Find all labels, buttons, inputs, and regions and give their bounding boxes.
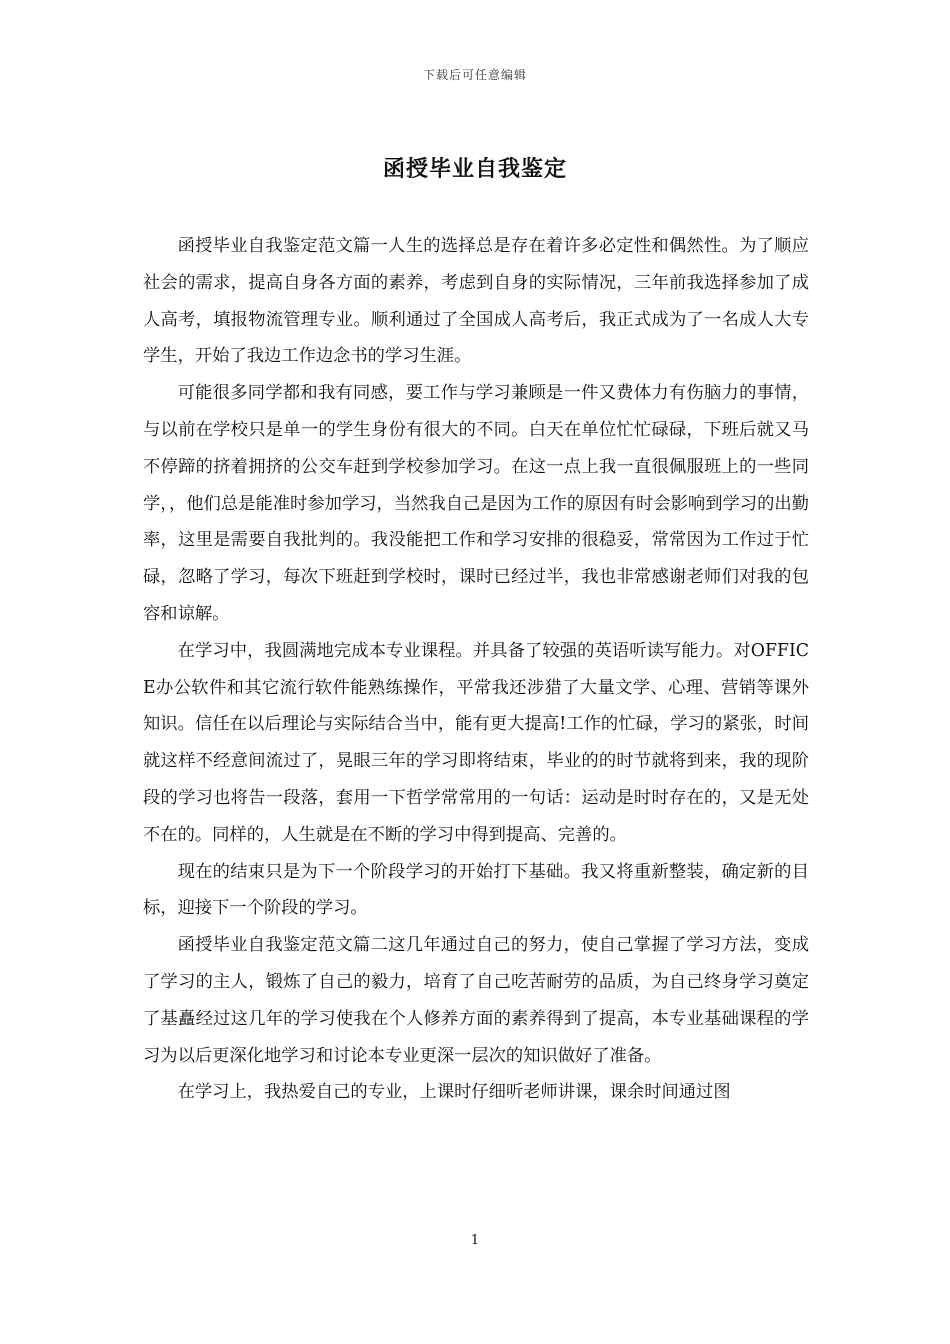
document-body	[143, 228, 809, 1111]
document-title: 函授毕业自我鉴定	[382, 156, 567, 182]
header-note: 下载后可任意编辑	[422, 68, 527, 82]
paragraph: 在学习中，我圆满地完成本专业课程。并具备了较强的英语听读写能力。对OFFICE办公软件和其它流行软件能熟练操作，平常我还涉猎了大量文学、心理、营销等课外知识。信任在以后理论与实际结合当中，能有更大提高!工作的忙碌，学习的紧张，时间就这样不经意间流过了，晃眼三年的学习即将结束，毕业的的时节就将到来，我的现阶段的学习也将告一段落，套用一下哲学常常用的一句话：运动是时时存在的，又是无处不在的。同样的，人生就是在不断的学习中得到提高、完善的。	[143, 640, 809, 845]
paragraph: 现在的结束只是为下一个阶段学习的开始打下基础。我又将重新整装，确定新的目标，迎接下一个阶段的学习。	[143, 861, 809, 919]
paragraph: 函授毕业自我鉴定范文篇二这几年通过自己的努力，使自己掌握了学习方法，变成了学习的主人，锻炼了自己的毅力，培育了自己吃苦耐劳的品质，为自己终身学习奠定了基矗经过这几年的学习使我在个人修养方面的素养得到了提高，本专业基础课程的学习为以后更深化地学习和讨论本专业更深一层次的知识做好了准备。	[143, 935, 809, 1066]
paragraph: 在学习上，我热爱自己的专业，上课时仔细听老师讲课，课余时间通过图	[177, 1082, 731, 1103]
paragraph: 函授毕业自我鉴定范文篇一人生的选择总是存在着许多必定性和偶然性。为了顺应社会的需求，提高自身各方面的素养，考虑到自身的实际情况，三年前我选择参加了成人高考，填报物流管理专业。顺利通过了全国成人高考后，我正式成为了一名成人大专学生，开始了我边工作边念书的学习生涯。	[143, 236, 809, 367]
paragraph: 可能很多同学都和我有同感，要工作与学习兼顾是一件又费体力有伤脑力的事情，与以前在学校只是单一的学生身份有很大的不同。白天在单位忙忙碌碌，下班后就又马不停蹄的挤着拥挤的公交车赶到学校参加学习。在这一点上我一直很佩服班上的一些同学，，他们总是能准时参加学习，当然我自己是因为工作的原因有时会影响到学习的出勤率，这里是需要自我批判的。我没能把工作和学习安排的很稳妥，常常因为工作过于忙碌，忽略了学习，每次下班赶到学校时，课时已经过半，我也非常感谢老师们对我的包容和谅解。	[143, 383, 809, 624]
page-number: 1	[470, 1233, 480, 1248]
